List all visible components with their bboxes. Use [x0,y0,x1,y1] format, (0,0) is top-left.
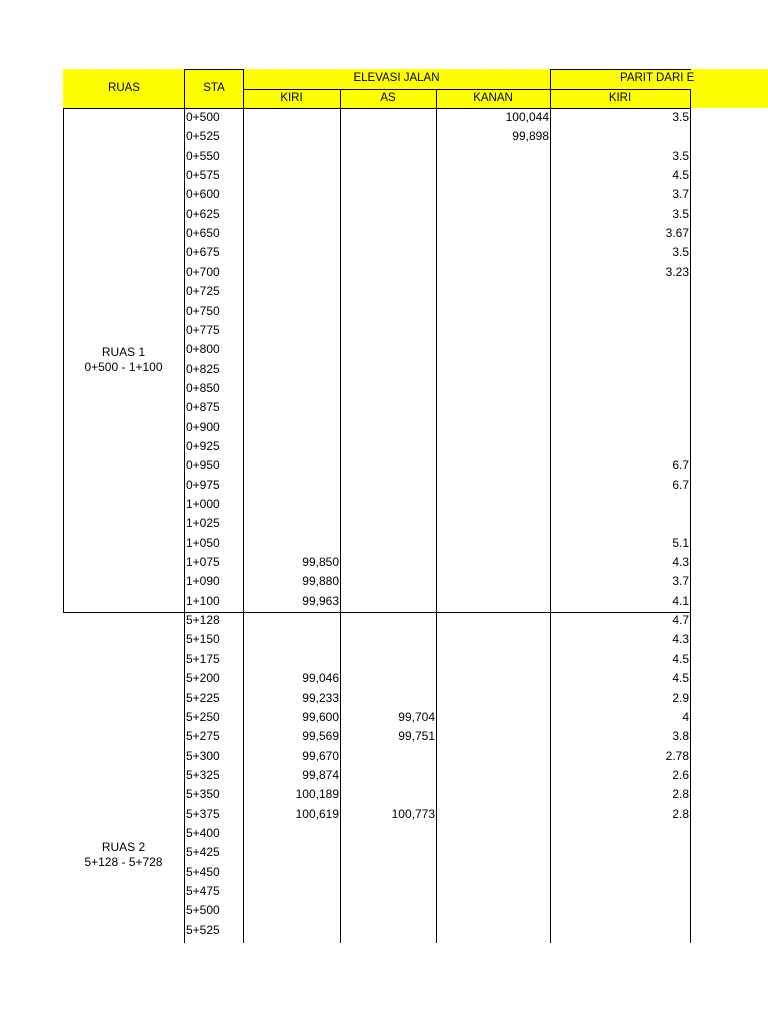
elevasi-kiri-cell[interactable] [243,630,340,649]
elevasi-kanan-cell[interactable] [436,592,550,611]
header-as[interactable] [340,89,436,108]
ruas-2-label [63,840,184,870]
parit-kiri-cell[interactable] [550,282,690,301]
header-parit-label: PARIT DARI E [620,72,695,85]
sta-cell[interactable]: 5+175 [186,651,220,666]
ruas-2-name: RUAS 2 [101,840,146,854]
elevasi-as-cell[interactable] [340,921,436,940]
elevasi-as-cell[interactable] [340,185,436,204]
parit-kiri-cell[interactable]: 6.7 [672,458,689,473]
elevasi-kanan-cell[interactable] [436,360,550,379]
elevasi-as-cell[interactable] [340,166,436,185]
elevasi-kiri-cell[interactable] [243,321,340,340]
elevasi-kiri-cell[interactable]: 99,963 [302,593,339,608]
elevasi-kanan-cell[interactable] [436,534,550,553]
ruas-1-label [63,345,184,375]
elevasi-kiri-cell[interactable]: 99,880 [302,574,339,589]
elevasi-kiri-cell[interactable] [243,224,340,243]
elevasi-as-cell[interactable] [340,398,436,417]
elevasi-kanan-cell[interactable] [436,514,550,533]
header-ruas[interactable] [63,69,185,108]
elevasi-kiri-cell[interactable] [243,166,340,185]
elevasi-kanan-cell[interactable] [436,147,550,166]
parit-kiri-cell[interactable]: 2.9 [672,690,689,705]
elevasi-kanan-cell[interactable] [436,456,550,475]
parit-kiri-cell[interactable]: 6.7 [672,477,689,492]
sta-cell[interactable]: 5+128 [186,613,220,628]
elevasi-as-cell[interactable] [340,534,436,553]
elevasi-kanan-cell[interactable] [436,727,550,746]
elevasi-as-cell[interactable] [340,824,436,843]
elevasi-kiri-cell[interactable] [243,147,340,166]
elevasi-as-cell[interactable] [340,456,436,475]
elevasi-kanan-cell[interactable] [436,398,550,417]
elevasi-as-cell[interactable] [340,689,436,708]
elevasi-kiri-cell[interactable] [243,418,340,437]
elevasi-kanan-cell[interactable] [436,747,550,766]
elevasi-kanan-cell[interactable] [436,282,550,301]
header-sta[interactable] [185,69,243,108]
header-kiri-label: KIRI [280,91,303,104]
elevasi-as-cell[interactable] [340,785,436,804]
elevasi-kiri-cell[interactable] [243,437,340,456]
sta-cell[interactable]: 0+900 [186,419,220,434]
sta-cell[interactable]: 0+975 [186,477,220,492]
elevasi-as-cell[interactable] [340,843,436,862]
elevasi-as-cell[interactable] [340,243,436,262]
elevasi-kiri-cell[interactable]: 99,670 [302,748,339,763]
elevasi-kanan-cell[interactable] [436,669,550,688]
elevasi-kiri-cell[interactable]: 99,046 [302,671,339,686]
elevasi-kanan-cell[interactable] [436,785,550,804]
sta-cell[interactable]: 1+000 [186,497,220,511]
header-kanan-label: KANAN [473,91,513,104]
parit-kiri-cell[interactable] [550,863,690,882]
parit-kiri-cell[interactable]: 5.1 [672,535,689,550]
elevasi-as-cell[interactable] [340,224,436,243]
parit-kiri-cell[interactable] [550,340,690,359]
elevasi-kanan-cell[interactable] [436,476,550,495]
elevasi-kiri-cell[interactable]: 99,874 [302,767,339,782]
elevasi-kanan-cell[interactable] [436,805,550,824]
sta-cell[interactable]: 1+100 [186,593,220,608]
parit-kiri-cell[interactable]: 3.5 [672,148,689,163]
parit-kiri-cell[interactable] [550,824,690,843]
parit-kiri-cell[interactable] [550,398,690,417]
sta-cell[interactable]: 0+725 [186,284,220,299]
elevasi-kanan-cell[interactable] [436,630,550,649]
elevasi-as-cell[interactable] [340,282,436,301]
elevasi-kiri-cell[interactable] [243,843,340,862]
elevasi-as-cell[interactable] [340,747,436,766]
elevasi-kanan-cell[interactable] [436,205,550,224]
sta-cell[interactable]: 5+500 [186,903,220,918]
elevasi-kiri-cell[interactable]: 100,189 [295,787,339,802]
elevasi-as-cell[interactable] [340,611,436,630]
sta-cell[interactable]: 5+375 [186,806,220,821]
elevasi-kiri-cell[interactable] [243,863,340,882]
elevasi-kanan-cell[interactable] [436,882,550,901]
sta-cell[interactable]: 1+090 [186,574,220,589]
header-ruas-label: RUAS [108,81,140,94]
parit-kiri-cell[interactable]: 4 [682,709,689,724]
parit-kiri-cell[interactable]: 4.7 [672,613,689,628]
elevasi-kiri-cell[interactable] [243,360,340,379]
parit-kiri-cell[interactable]: 4.5 [672,168,689,183]
elevasi-as-cell[interactable] [340,147,436,166]
sta-cell[interactable]: 5+525 [186,922,220,937]
sta-cell[interactable]: 0+575 [186,168,220,183]
elevasi-kiri-cell[interactable]: 99,600 [302,709,339,724]
elevasi-as-cell[interactable] [340,127,436,146]
parit-kiri-cell[interactable] [550,379,690,398]
elevasi-kanan-cell[interactable] [436,243,550,262]
elevasi-kanan-cell[interactable] [436,843,550,862]
sta-cell[interactable]: 5+475 [186,884,220,898]
elevasi-kanan-cell[interactable] [436,824,550,843]
elevasi-as-cell[interactable] [340,669,436,688]
elevasi-kanan-cell[interactable] [436,708,550,727]
elevasi-as-cell[interactable] [340,766,436,785]
header-elevasi-jalan[interactable] [243,69,550,89]
elevasi-kanan-cell[interactable] [436,437,550,456]
sta-cell[interactable]: 0+650 [186,226,220,241]
elevasi-kanan-cell[interactable] [436,321,550,340]
header-top-border-parit [550,69,691,70]
header-as-label: AS [380,91,396,104]
parit-kiri-cell[interactable] [550,302,690,321]
elevasi-as-cell[interactable] [340,418,436,437]
elevasi-kanan-cell[interactable] [436,263,550,282]
elevasi-as-cell[interactable] [340,476,436,495]
parit-kiri-cell[interactable]: 3.67 [665,226,689,241]
elevasi-kanan-cell[interactable] [436,921,550,940]
ruas-1-name: RUAS 1 [101,345,146,359]
sta-cell[interactable]: 5+225 [186,690,220,705]
parit-kiri-cell[interactable]: 2.6 [672,767,689,782]
elevasi-as-cell[interactable] [340,572,436,591]
sta-cell[interactable]: 0+700 [186,264,220,279]
parit-kiri-cell[interactable]: 4.5 [672,671,689,686]
elevasi-kanan-cell[interactable] [436,650,550,669]
sta-cell[interactable]: 1+050 [186,535,220,550]
sta-cell[interactable]: 0+775 [186,322,220,337]
sta-cell[interactable]: 5+200 [186,671,220,686]
elevasi-as-cell[interactable] [340,514,436,533]
elevasi-kanan-cell[interactable] [436,418,550,437]
sta-cell[interactable]: 0+950 [186,458,220,473]
elevasi-kiri-cell[interactable] [243,379,340,398]
elevasi-as-cell[interactable]: 99,704 [398,709,435,724]
elevasi-kanan-cell[interactable] [436,185,550,204]
elevasi-kiri-cell[interactable] [243,282,340,301]
elevasi-as-cell[interactable] [340,379,436,398]
header-kanan[interactable] [436,89,550,108]
parit-kiri-cell[interactable]: 2.78 [665,748,689,763]
sta-cell[interactable]: 5+325 [186,767,220,782]
elevasi-kanan-cell[interactable] [436,553,550,572]
parit-kiri-cell[interactable] [550,418,690,437]
parit-kiri-cell[interactable]: 3.8 [672,729,689,744]
parit-kiri-cell[interactable]: 3.7 [672,187,689,202]
sta-cell[interactable]: 5+250 [186,709,220,724]
parit-kiri-cell[interactable] [550,495,690,514]
elevasi-kiri-cell[interactable]: 99,233 [302,690,339,705]
elevasi-kanan-cell[interactable] [436,611,550,630]
parit-kiri-cell[interactable] [550,437,690,456]
elevasi-kiri-cell[interactable] [243,456,340,475]
parit-kiri-cell[interactable] [550,360,690,379]
elevasi-kiri-cell[interactable] [243,921,340,940]
elevasi-as-cell[interactable] [340,495,436,514]
elevasi-as-cell[interactable] [340,302,436,321]
elevasi-kiri-cell[interactable] [243,263,340,282]
sta-cell[interactable]: 0+500 [186,110,220,124]
elevasi-kiri-cell[interactable] [243,108,340,127]
elevasi-as-cell[interactable]: 100,773 [391,806,435,821]
parit-kiri-cell[interactable]: 3.5 [672,206,689,221]
ruas-1-range: 0+500 - 1+100 [84,360,163,374]
elevasi-kiri-cell[interactable] [243,127,340,146]
parit-kiri-cell[interactable] [550,843,690,862]
elevasi-as-cell[interactable]: 99,751 [398,729,435,744]
elevasi-kiri-cell[interactable] [243,882,340,901]
elevasi-kanan-cell[interactable] [436,863,550,882]
elevasi-as-cell[interactable] [340,360,436,379]
elevasi-as-cell[interactable] [340,863,436,882]
elevasi-as-cell[interactable] [340,882,436,901]
elevasi-as-cell[interactable] [340,650,436,669]
elevasi-as-cell[interactable] [340,263,436,282]
parit-kiri-cell[interactable]: 3.7 [672,574,689,589]
elevasi-kanan-cell[interactable]: 99,898 [512,129,549,144]
parit-kiri-cell[interactable]: 3.23 [665,264,689,279]
elevasi-kanan-cell[interactable] [436,302,550,321]
header-parit-kiri-label: KIRI [608,91,632,104]
sta-cell[interactable]: 0+925 [186,438,220,453]
parit-kiri-cell[interactable]: 4.5 [672,651,689,666]
sta-cell[interactable]: 5+425 [186,845,220,860]
elevasi-as-cell[interactable] [340,108,436,127]
parit-kiri-cell[interactable]: 3.5 [672,110,689,124]
parit-kiri-cell[interactable]: 2.8 [672,787,689,802]
parit-kiri-cell[interactable] [550,882,690,901]
header-mid-border [243,89,691,90]
elevasi-kiri-cell[interactable] [243,650,340,669]
sta-cell[interactable]: 1+075 [186,555,220,570]
header-parit[interactable] [550,69,768,89]
elevasi-kiri-cell[interactable] [243,340,340,359]
elevasi-kiri-cell[interactable] [243,476,340,495]
sta-cell[interactable]: 0+800 [186,342,220,357]
elevasi-kiri-cell[interactable]: 99,850 [302,555,339,570]
elevasi-kiri-cell[interactable] [243,901,340,920]
elevasi-kiri-cell[interactable] [243,534,340,553]
header-top-border [184,69,244,70]
parit-kiri-cell[interactable] [550,901,690,920]
elevasi-kiri-cell[interactable] [243,495,340,514]
elevasi-as-cell[interactable] [340,205,436,224]
elevasi-as-cell[interactable] [340,437,436,456]
sta-cell[interactable]: 1+025 [186,516,220,531]
sta-cell[interactable]: 0+550 [186,148,220,163]
header-parit-kiri[interactable] [550,89,690,108]
elevasi-as-cell[interactable] [340,553,436,572]
sta-cell[interactable]: 0+850 [186,380,220,395]
elevasi-as-cell[interactable] [340,901,436,920]
ruas-2-range: 5+128 - 5+728 [84,855,163,869]
elevasi-kanan-cell[interactable] [436,166,550,185]
elevasi-kanan-cell[interactable] [436,224,550,243]
sta-cell[interactable]: 5+150 [186,632,220,647]
elevasi-kanan-cell[interactable] [436,340,550,359]
sta-cell[interactable]: 0+675 [186,245,220,260]
elevasi-kiri-cell[interactable] [243,514,340,533]
border-ruas-sta [184,69,185,943]
parit-kiri-cell[interactable]: 3.5 [672,245,689,260]
header-parit-overflow [690,89,768,108]
parit-kiri-cell[interactable]: 4.1 [672,593,689,608]
elevasi-kanan-cell[interactable] [436,689,550,708]
parit-kiri-cell[interactable] [550,321,690,340]
elevasi-kanan-cell[interactable] [436,495,550,514]
sta-cell[interactable]: 0+825 [186,361,220,376]
elevasi-kiri-cell[interactable] [243,398,340,417]
elevasi-as-cell[interactable] [340,340,436,359]
sta-cell[interactable]: 0+875 [186,400,220,415]
sta-cell[interactable]: 5+350 [186,787,220,802]
parit-kiri-cell[interactable]: 2.8 [672,806,689,821]
elevasi-as-cell[interactable] [340,321,436,340]
elevasi-kiri-cell[interactable] [243,302,340,321]
sta-cell[interactable]: 0+625 [186,206,220,221]
header-elevasi-jalan-label: ELEVASI JALAN [353,72,440,85]
elevasi-kanan-cell[interactable] [436,766,550,785]
sta-cell[interactable]: 0+750 [186,303,220,318]
elevasi-kiri-cell[interactable]: 100,619 [295,806,339,821]
parit-kiri-cell[interactable] [550,514,690,533]
sta-cell[interactable]: 5+400 [186,825,220,840]
border-parit-right [690,89,691,943]
header-kiri[interactable] [243,89,340,108]
parit-kiri-cell[interactable]: 4.3 [672,555,689,570]
elevasi-kiri-cell[interactable] [243,611,340,630]
elevasi-kiri-cell[interactable] [243,205,340,224]
sta-cell[interactable]: 5+275 [186,729,220,744]
parit-kiri-cell[interactable] [550,127,690,146]
elevasi-kanan-cell[interactable]: 100,044 [505,110,549,124]
sta-cell[interactable]: 5+300 [186,748,220,763]
elevasi-kiri-cell[interactable] [243,185,340,204]
elevasi-kanan-cell[interactable] [436,379,550,398]
elevasi-as-cell[interactable] [340,630,436,649]
elevasi-kiri-cell[interactable]: 99,569 [302,729,339,744]
sta-cell[interactable]: 0+600 [186,187,220,202]
elevasi-kanan-cell[interactable] [436,901,550,920]
parit-kiri-cell[interactable]: 4.3 [672,632,689,647]
header-sta-label: STA [203,81,225,94]
parit-kiri-cell[interactable] [550,921,690,940]
elevasi-as-cell[interactable] [340,592,436,611]
elevasi-kiri-cell[interactable] [243,243,340,262]
sta-cell[interactable]: 0+525 [186,129,220,144]
elevasi-kiri-cell[interactable] [243,824,340,843]
elevasi-kanan-cell[interactable] [436,572,550,591]
sta-cell[interactable]: 5+450 [186,864,220,879]
